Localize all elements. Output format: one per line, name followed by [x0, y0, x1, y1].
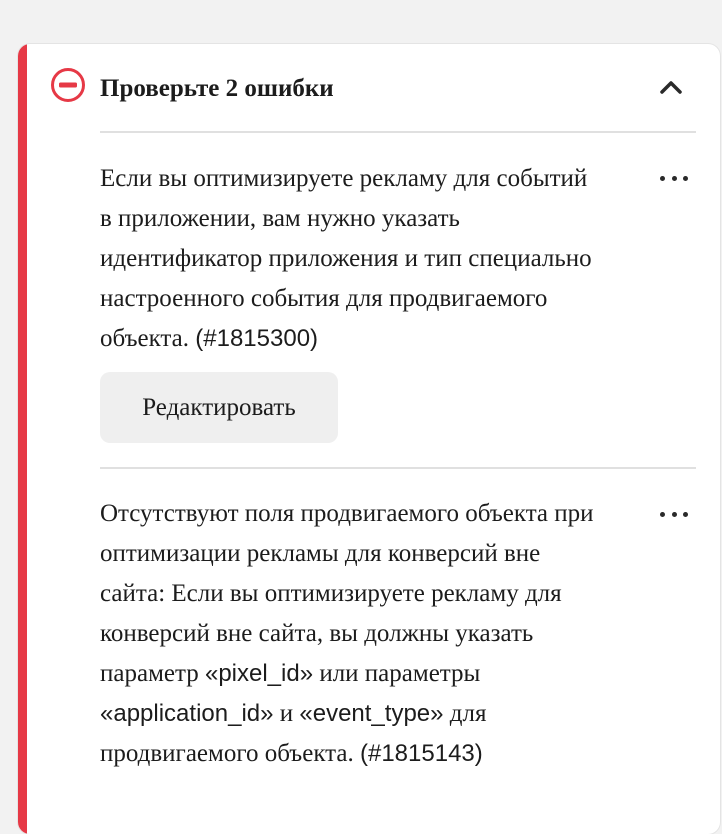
error-message-2	[100, 494, 660, 774]
error-2-code: (#1815143)	[359, 740, 483, 767]
more-icon-dot	[683, 512, 688, 517]
pixel-id-param: «pixel_id»	[204, 660, 314, 687]
error-2-line-5a: параметр	[100, 660, 205, 687]
edit-button[interactable]: Редактировать	[100, 372, 338, 443]
error-1-line-4: настроенного события для продвигаемого	[100, 285, 548, 312]
error-2-line-7: продвигаемого объекта.	[100, 740, 360, 767]
more-icon-dot	[660, 512, 665, 517]
error-2-line-6a: и	[273, 700, 300, 727]
error-1-line-3: идентификатор приложения и тип специально	[100, 245, 592, 272]
more-icon-dot	[672, 512, 677, 517]
error-1-line-5: объекта.	[100, 325, 196, 352]
error-2-line-2: оптимизации рекламы для конверсий вне	[100, 540, 541, 567]
divider	[100, 131, 696, 133]
error-1-line-1: Если вы оптимизируете рекламу для событий	[100, 165, 588, 192]
more-icon-dot	[660, 176, 665, 181]
error-accent-stripe	[18, 44, 27, 834]
error-2-line-1: Отсутствуют поля продвигаемого объекта при	[100, 500, 594, 527]
error-2-line-6b: для	[443, 700, 487, 727]
more-icon-dot	[683, 176, 688, 181]
error-message-1	[100, 159, 660, 359]
error-2-line-3: сайта: Если вы оптимизируете рекламу для	[100, 580, 562, 607]
error-circle-icon	[49, 66, 87, 104]
error-1-code: (#1815300)	[195, 325, 319, 352]
chevron-up-icon	[660, 80, 682, 99]
error-2-line-5b: или параметры	[313, 660, 481, 687]
divider	[100, 467, 696, 469]
errors-title: Проверьте 2 ошибки	[100, 75, 334, 102]
error-2-line-4: конверсий вне сайта, вы должны указать	[100, 620, 534, 647]
event-type-param: «event_type»	[299, 700, 444, 727]
more-icon-dot	[672, 176, 677, 181]
error-1-line-2: в приложении, вам нужно указать	[100, 205, 460, 232]
collapse-button[interactable]	[654, 74, 688, 104]
application-id-param: «application_id»	[100, 700, 274, 727]
error-summary-card	[18, 44, 720, 834]
error-1-more-button[interactable]	[654, 166, 694, 190]
error-2-more-button[interactable]	[654, 502, 694, 526]
